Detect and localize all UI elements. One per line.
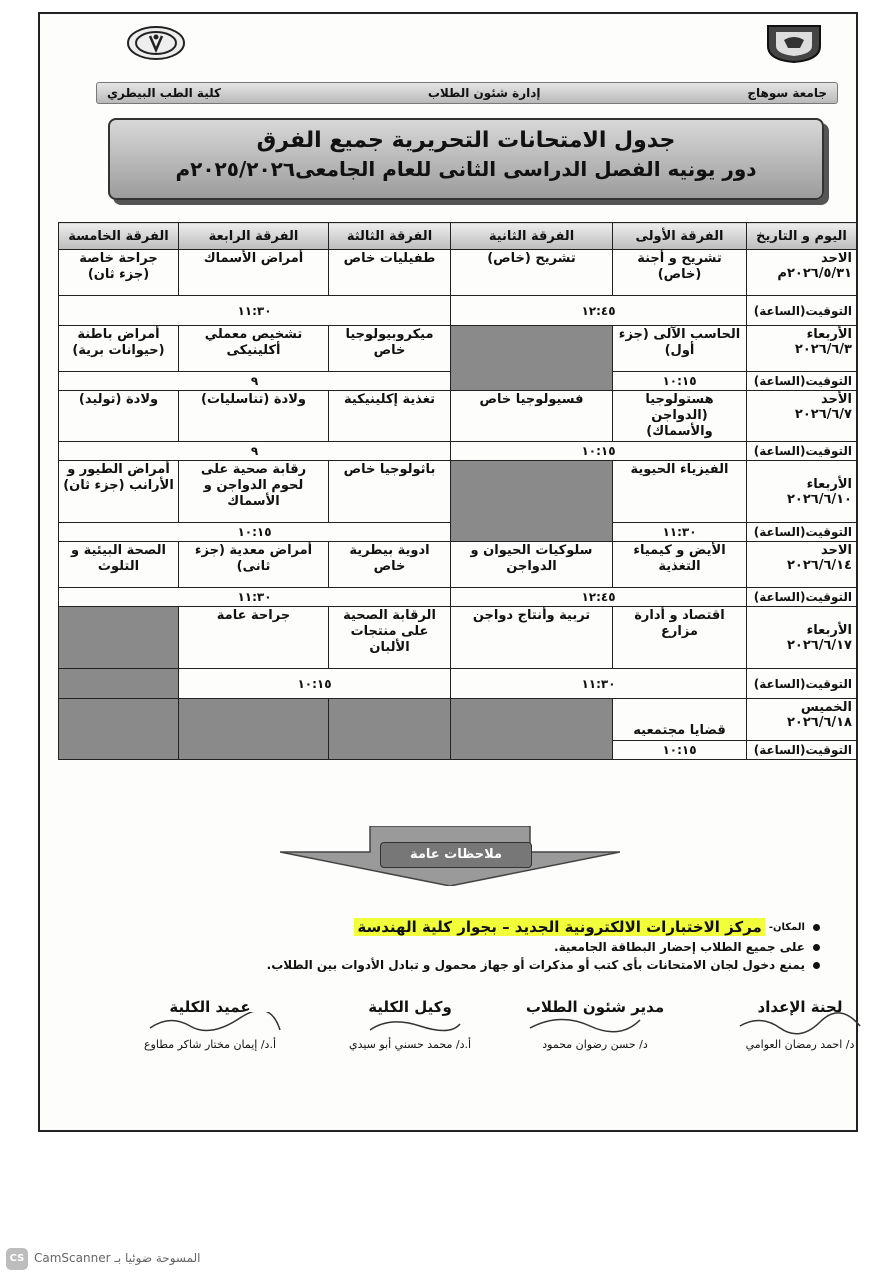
exam-table xyxy=(58,222,857,760)
subject-cell: الأيض و كيمياء التغذية xyxy=(613,542,747,588)
signature-scribble-icon xyxy=(510,1012,680,1036)
faculty-logo-icon xyxy=(126,24,186,62)
time-cell: ١١:٣٠ xyxy=(59,296,451,326)
column-header-year3: الفرقة الثالثة xyxy=(329,223,451,250)
time-label: التوقيت(الساعة) xyxy=(747,296,857,326)
signature-title: مدير شئون الطلاب xyxy=(525,998,665,1016)
subject-cell: تشريح (خاص) xyxy=(451,250,613,296)
time-cell: ١١:٣٠ xyxy=(613,523,747,542)
signature-name: د/ حسن رضوان محمود xyxy=(542,1038,648,1051)
title-box xyxy=(108,118,824,200)
day-cell: الاحد ٢٠٢٦/٥/٣١م xyxy=(747,250,857,296)
signature-scribble-icon xyxy=(720,1012,880,1036)
subject-cell: هستولوجيا (الدواجن والأسماك) xyxy=(613,391,747,442)
subject-cell: قضايا مجتمعيه xyxy=(613,699,747,741)
signature-block xyxy=(120,998,300,1051)
subject-cell: تربية وأنتاج دواجن xyxy=(451,607,613,669)
time-cell: ١١:٣٠ xyxy=(59,588,451,607)
column-header-year2: الفرقة الثانية xyxy=(451,223,613,250)
signature-name: د/ احمد رمضان العوامي xyxy=(745,1038,855,1051)
subject-cell: اقتصاد و أدارة مزارع xyxy=(613,607,747,669)
time-cell: ١٢:٤٥ xyxy=(451,296,747,326)
empty-shaded-cell xyxy=(329,699,451,760)
time-cell: ١٠:١٥ xyxy=(451,442,747,461)
bullet-icon xyxy=(813,962,820,969)
table-row xyxy=(59,699,857,741)
subject-cell: رقابة صحية على لحوم الدواجن و الأسماك xyxy=(179,461,329,523)
table-row xyxy=(59,326,857,372)
table-row xyxy=(59,542,857,588)
day-cell: الأحد ٢٠٢٦/٦/٧ xyxy=(747,391,857,442)
subject-cell: الفيزياء الحيوية xyxy=(613,461,747,523)
department-name: إدارة شئون الطلاب xyxy=(427,86,541,100)
exam-schedule-document xyxy=(38,12,858,1132)
subject-cell: تشريح و أجنة (خاص) xyxy=(613,250,747,296)
list-item xyxy=(260,958,820,972)
table-row xyxy=(59,461,857,523)
subject-cell: ادوية بيطرية خاص xyxy=(329,542,451,588)
subject-cell: أمراض باطنة (حيوانات برية) xyxy=(59,326,179,372)
empty-shaded-cell xyxy=(451,461,613,542)
time-cell: ١١:٣٠ xyxy=(451,669,747,699)
subject-cell: أمراض الأسماك xyxy=(179,250,329,296)
day-cell: الأربعاء ٢٠٢٦/٦/٣ xyxy=(747,326,857,372)
subject-cell: جراحة عامة xyxy=(179,607,329,669)
time-label: التوقيت(الساعة) xyxy=(747,669,857,699)
document-title: جدول الامتحانات التحريرية جميع الفرق xyxy=(256,128,676,153)
time-cell: ٩ xyxy=(59,372,451,391)
scanner-footer xyxy=(0,1248,892,1270)
university-name: جامعة سوهاج xyxy=(747,86,827,100)
table-row xyxy=(59,607,857,669)
signature-scribble-icon xyxy=(330,1012,490,1036)
time-row xyxy=(59,442,857,461)
subject-cell: الحاسب الآلى (جزء أول) xyxy=(613,326,747,372)
time-cell: ١٠:١٥ xyxy=(59,523,451,542)
bullet-icon xyxy=(813,944,820,951)
subject-cell: ولادة (تناسليات) xyxy=(179,391,329,442)
table-row xyxy=(59,391,857,442)
subject-cell: ولادة (توليد) xyxy=(59,391,179,442)
location-label: المكان- xyxy=(768,921,805,933)
subject-cell: جراحة خاصة (جزء ثان) xyxy=(59,250,179,296)
time-cell: ١٢:٤٥ xyxy=(451,588,747,607)
empty-shaded-cell xyxy=(59,669,179,699)
day-cell: الأربعاء ٢٠٢٦/٦/١٧ xyxy=(747,607,857,669)
list-item xyxy=(260,918,820,936)
time-cell: ٩ xyxy=(59,442,451,461)
signatures xyxy=(110,998,880,1058)
signature-title: عميد الكلية xyxy=(169,998,251,1016)
signature-block xyxy=(510,998,680,1051)
signature-block xyxy=(720,998,880,1051)
subject-cell: الرقابة الصحية على منتجات الألبان xyxy=(329,607,451,669)
table-row xyxy=(59,250,857,296)
location-text: مركز الاختبارات الالكترونية الجديد – بجوار كلية الهندسة xyxy=(354,918,764,936)
header-bar xyxy=(96,82,838,104)
empty-shaded-cell xyxy=(59,699,179,760)
time-label: التوقيت(الساعة) xyxy=(747,588,857,607)
time-row xyxy=(59,669,857,699)
list-item xyxy=(260,940,820,954)
subject-cell: أمراض الطيور و الأرانب (جزء ثان) xyxy=(59,461,179,523)
university-logo-icon xyxy=(762,22,826,64)
day-cell: الأربعاء ٢٠٢٦/٦/١٠ xyxy=(747,461,857,523)
subject-cell: أمراض معدية (جزء ثانى) xyxy=(179,542,329,588)
column-header-year1: الفرقة الأولى xyxy=(613,223,747,250)
subject-cell: الصحة البيئية و التلوث xyxy=(59,542,179,588)
note-text: يمنع دخول لجان الامتحانات بأى كتب أو مذكرات أو جهاز محمول و تبادل الأدوات بين الطلاب. xyxy=(266,958,805,972)
signature-title: لجنة الإعداد xyxy=(757,998,843,1016)
subject-cell: تغذية إكلينيكية xyxy=(329,391,451,442)
time-row xyxy=(59,296,857,326)
empty-shaded-cell xyxy=(59,607,179,669)
time-label: التوقيت(الساعة) xyxy=(747,741,857,760)
subject-cell: سلوكيات الحيوان و الدواجن xyxy=(451,542,613,588)
signature-name: أ.د/ إيمان مختار شاكر مطاوع xyxy=(143,1038,277,1051)
subject-cell: فسيولوجيا خاص xyxy=(451,391,613,442)
subject-cell: طفيليات خاص xyxy=(329,250,451,296)
column-header-year5: الفرقة الخامسة xyxy=(59,223,179,250)
notes-list xyxy=(260,918,820,976)
empty-shaded-cell xyxy=(179,699,329,760)
day-cell: الخميس ٢٠٢٦/٦/١٨ xyxy=(747,699,857,741)
camscanner-icon: CS xyxy=(6,1248,28,1270)
time-label: التوقيت(الساعة) xyxy=(747,523,857,542)
time-row xyxy=(59,588,857,607)
column-header-day: اليوم و التاريخ xyxy=(747,223,857,250)
scanner-text: المسوحة ضوئيا بـ CamScanner xyxy=(34,1251,201,1265)
empty-shaded-cell xyxy=(451,326,613,391)
column-header-year4: الفرقة الرابعة xyxy=(179,223,329,250)
signature-title: وكيل الكلية xyxy=(368,998,452,1016)
time-cell: ١٠:١٥ xyxy=(613,372,747,391)
signature-block xyxy=(330,998,490,1051)
time-cell: ١٠:١٥ xyxy=(179,669,451,699)
day-cell: الاحد ٢٠٢٦/٦/١٤ xyxy=(747,542,857,588)
signature-name: أ.د/ محمد حسني أبو سيدي xyxy=(348,1038,472,1051)
subject-cell: باثولوجيا خاص xyxy=(329,461,451,523)
document-subtitle: دور يونيه الفصل الدراسى الثانى للعام الجامعى٢٠٢٥/٢٠٢٦م xyxy=(175,157,757,181)
table-header-row xyxy=(59,223,857,250)
note-text: على جميع الطلاب إحضار البطاقة الجامعية. xyxy=(554,940,805,954)
signature-scribble-icon xyxy=(120,1012,300,1036)
empty-shaded-cell xyxy=(451,699,613,760)
notes-title: ملاحظات عامة xyxy=(380,842,532,868)
time-label: التوقيت(الساعة) xyxy=(747,372,857,391)
bullet-icon xyxy=(813,924,820,931)
faculty-name: كلية الطب البيطري xyxy=(107,86,221,100)
subject-cell: تشخيص معملي أكلينيكى xyxy=(179,326,329,372)
time-label: التوقيت(الساعة) xyxy=(747,442,857,461)
subject-cell: ميكروبيولوجيا خاص xyxy=(329,326,451,372)
time-cell: ١٠:١٥ xyxy=(613,741,747,760)
